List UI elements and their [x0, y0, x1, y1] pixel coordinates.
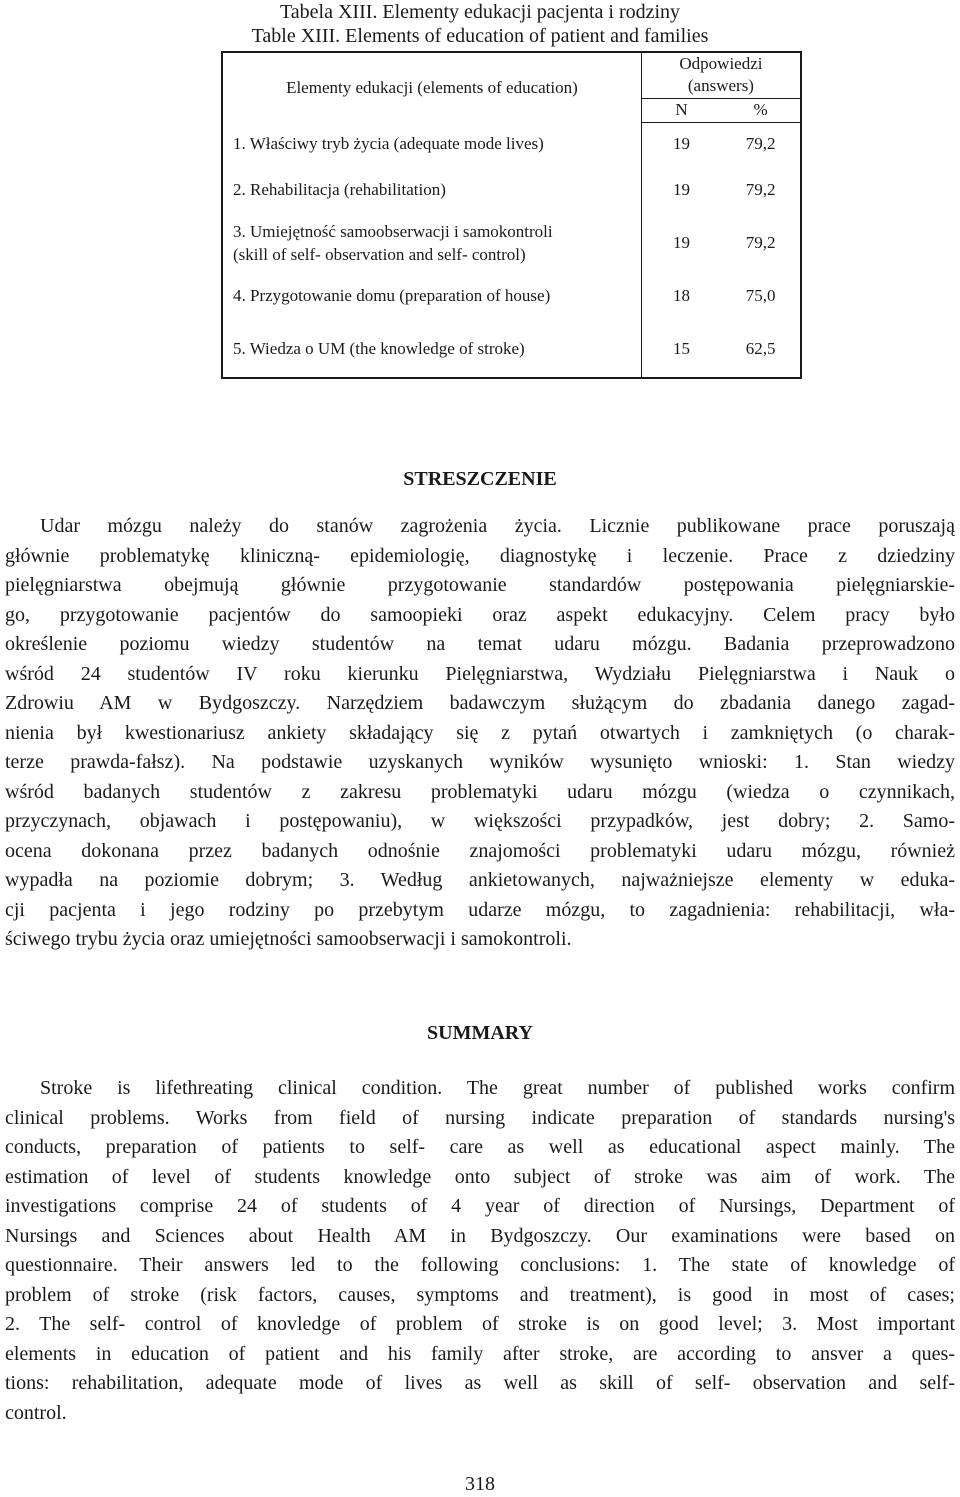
table-caption-en: Table XIII. Elements of education of patient and families [251, 25, 709, 47]
text-line: wśród badanych studentów z zakresu problematyki udaru mózgu (wiedza o czynnikach, [5, 780, 955, 803]
header-answers-line2: (answers) [687, 76, 754, 96]
streszczenie-heading: STRESZCZENIE [403, 468, 557, 490]
text-line: investigations comprise 24 of students of 4 year of direction of Nursings, Department of [5, 1195, 955, 1217]
text-line: Nursings and Sciences about Health AM in Bydgoszczy. Our examinations were based on [5, 1224, 955, 1247]
text-line: terze prawda-fałsz). Na podstawie uzyskanych wyników wysunięto wnioski: 1. Stan wiedzy [5, 751, 955, 773]
header-answers [641, 52, 801, 98]
text-line: nienia był kwestionariusz ankiety składający się z pytań otwartych i zamkniętych (o charak- [5, 721, 955, 744]
table-row [222, 122, 801, 166]
row-n: 15 [641, 320, 721, 378]
page-number: 318 [465, 1473, 495, 1495]
text-line: Udar mózgu należy do stanów zagrożenia życia. Licznie publikowane prace poruszają [40, 515, 955, 537]
row-label: 2. Rehabilitacja (rehabilitation) [233, 180, 446, 199]
text-line: problem of stroke (risk factors, causes, symptoms and treatment), is good in most of cases; [5, 1283, 955, 1306]
row-percent: 62,5 [745, 338, 776, 358]
text-line: cji pacjenta i jego rodziny po przebytym udarze mózgu, to zagadnienia: rehabilitacji, wła- [5, 898, 955, 921]
row-percent: 79,2 [745, 134, 776, 154]
header-n: N [641, 98, 721, 122]
text-line: estimation of level of students knowledge onto subject of stroke was aim of work. The [5, 1165, 955, 1188]
header-elements-of-education: Elementy edukacji (elements of education) [286, 77, 578, 97]
row-n: 19 [641, 122, 721, 166]
text-line: wśród 24 studentów IV roku kierunku Pielęgniarstwa, Wydziału Pielęgniarstwa i Nauk o [5, 662, 955, 685]
table-row [222, 320, 801, 378]
row-n: 19 [641, 214, 721, 272]
table-row [222, 272, 801, 320]
text-line: questionnaire. Their answers led to the following conclusions: 1. The state of knowledge of [5, 1254, 955, 1276]
text-line: conducts, preparation of patients to self- care as well as educational aspect mainly. The [5, 1136, 955, 1158]
text-line: pielęgniarstwa obejmują głównie przygotowanie standardów postępowania pielęgniarskie- [5, 574, 955, 596]
text-line: określenie poziomu wiedzy studentów na temat udaru mózgu. Badania przeprowadzono [5, 633, 955, 655]
header-answers-line1: Odpowiedzi [679, 54, 763, 74]
row-n: 18 [641, 272, 721, 320]
text-line: clinical problems. Works from field of nursing indicate preparation of standards nursing's [5, 1106, 955, 1129]
row-label [222, 214, 641, 272]
text-line: Zdrowiu AM w Bydgoszczy. Narzędziem badawczym służącym do zbadania danego zagad- [5, 692, 955, 714]
text-line: ściwego trybu życia oraz umiejętności samoobserwacji i samokontroli. [5, 928, 572, 950]
education-elements-table [221, 51, 802, 379]
table-caption-pl: Tabela XIII. Elementy edukacji pacjenta i rodziny [279, 1, 681, 23]
row-percent: 75,0 [745, 286, 776, 305]
text-line: przyczynach, objawach i postępowaniu), w większości przypadków, jest dobry; 2. Samo- [5, 810, 955, 832]
streszczenie-paragraph [5, 512, 955, 955]
row-label-line1: 3. Umiejętność samoobserwacji i samokontroli [233, 222, 553, 241]
text-line: tions: rehabilitation, adequate mode of lives as well as skill of self- observation and self- [5, 1372, 955, 1394]
row-percent: 79,2 [745, 180, 776, 199]
text-line: głównie problematykę kliniczną- epidemiologię, diagnostykę i leczenie. Prace z dziedziny [5, 544, 955, 567]
text-line: elements in education of patient and his family after stroke, are according to ansver a ques- [5, 1342, 955, 1365]
row-label: 1. Właściwy tryb życia (adequate mode lives) [233, 134, 544, 153]
table-row [222, 214, 801, 272]
header-percent: % [721, 98, 801, 122]
row-n: 19 [641, 166, 721, 214]
row-percent: 79,2 [745, 233, 776, 252]
text-line: control. [5, 1401, 67, 1424]
table-header-row [222, 52, 801, 98]
row-label-line2: (skill of self- observation and self- control) [233, 245, 526, 264]
table-row [222, 166, 801, 214]
row-label: 5. Wiedza o UM (the knowledge of stroke) [233, 338, 525, 358]
text-line: Stroke is lifethreating clinical condition. The great number of published works confirm [40, 1077, 955, 1099]
text-line: wypadła na poziomie dobrym; 3. Według ankietowanych, najważniejsze elementy w eduka- [5, 869, 955, 891]
summary-paragraph [5, 1074, 955, 1428]
row-label: 4. Przygotowanie domu (preparation of house) [233, 286, 551, 305]
text-line: go, przygotowanie pacjentów do samoopieki oraz aspekt edukacyjny. Celem pracy było [5, 603, 955, 626]
text-line: ocena dokonana przez badanych odnośnie znajomości problematyki udaru mózgu, również [5, 839, 955, 862]
summary-heading: SUMMARY [427, 1022, 533, 1044]
text-line: 2. The self- control of knovledge of problem of stroke is on good level; 3. Most important [5, 1313, 955, 1335]
